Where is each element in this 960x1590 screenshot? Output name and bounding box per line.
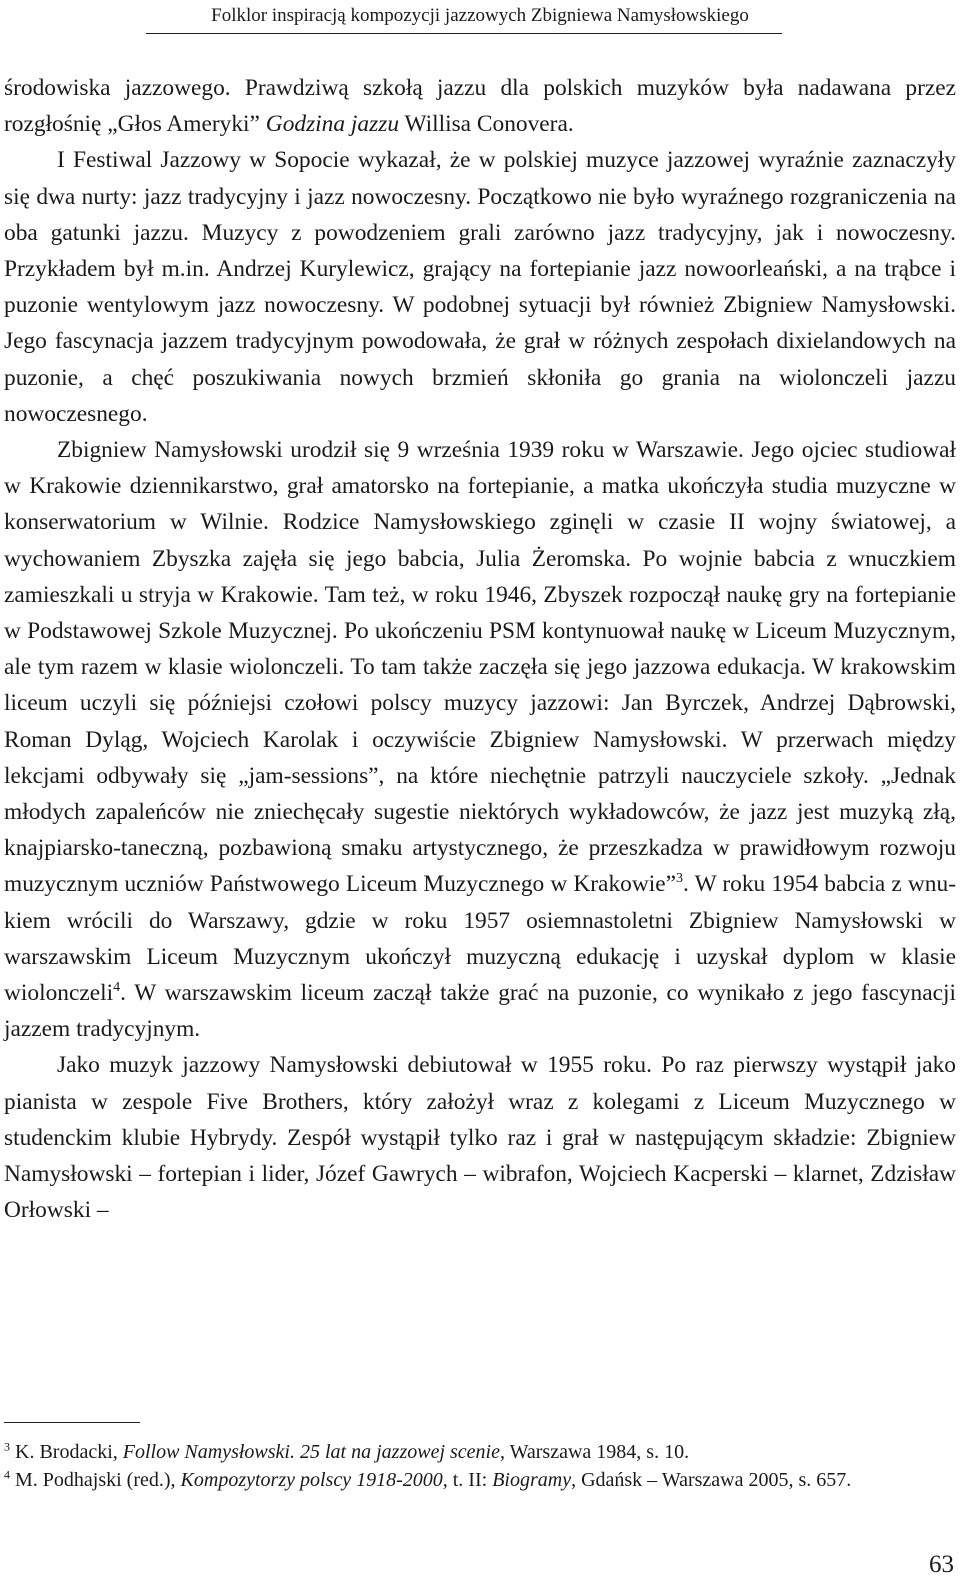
footnote-ref-3[interactable]: 3: [676, 870, 684, 887]
footnote-3-text-c: , Warszawa 1984, s. 10.: [499, 1441, 690, 1463]
footnote-4-subtitle-italic: Biogramy: [492, 1469, 572, 1491]
footnote-4-text-a: M. Podhajski (red.),: [10, 1469, 181, 1491]
paragraph-4: Jako muzyk jazzowy Namysłowski debiutował w 1955 roku. Po raz pierwszy wystąpił jako pianista w zespole Five Brothers, który założył wraz z kolegami z Liceum Muzycznego w studenckim klubie Hybrydy. Zespół wystąpił tylko raz i grał w następującym składzie: Zbigniew Namysłowski – fortepian i lider, Józef Gawrych – wibrafon, Wojciech Kacperski – klarnet, Zdzisław Orłowski –: [4, 1052, 956, 1224]
paragraph-3-text-a: Zbigniew Namysłowski urodził się 9 września 1939 roku w Warszawie. Jego ojciec studiował w Krakowie dziennikarstwo, grał amatorsko na fortepianie, a matka ukończyła studia muzyczne w konserwatorium w Wilnie. Rodzice Namysłowskiego zginęli w czasie II wojny światowej, a wychowaniem Zbyszka zajęła się jego babcia, Julia Żeromska. Po wojnie babcia z wnuczkiem zamieszkali u stryja w Krakowie. Tam też, w roku 1946, Zbyszek rozpoczął naukę gry na fortepianie w Podstawowej Szkole Muzycznej. Po ukończeniu PSM kontynuował naukę w Liceum Muzycznym, ale tym razem w klasie wiolonczeli. To tam także zaczęła się jego jazzowa edukacja. W krakowskim liceum uczyli się późniejsi czołowi polscy muzycy jazzowi: Jan Byrczek, Andrzej Dąbrowski, Roman Dyląg, Wojciech Karolak i oczywiście Zbigniew Namysłowski. W przerwach między lekcjami odbywały się „jam-sessions”, na które niechętnie patrzyli nauczyciele szkoły. „Jednak młodych zapaleńców nie zniechęcały sugestie niektórych wykładowców, że jazz jest muzyką złą, knajpiarsko-taneczną, pozbawioną smaku artystycznego, że przeszkadza w prawidłowym rozwoju muzycznym uczniów Państwowego Liceum Muzycznego w Krakowie”: [4, 437, 956, 898]
footnote-3-title-italic: Follow Namysłowski. 25 lat na jazzowej scenie: [122, 1441, 500, 1463]
running-head: Folklor inspiracją kompozycji jazzowych Zbigniewa Namysłowskiego: [211, 5, 749, 26]
footnote-3: [4, 1438, 956, 1466]
paragraph-3: [4, 432, 956, 1047]
paragraph-3-text-c: . W warszawskim liceum zaczął także grać na puzonie, co wynikało z jego fascynacji jazzem tradycyjnym.: [4, 980, 956, 1043]
footnote-4: [4, 1466, 956, 1494]
footnote-rule: [4, 1422, 140, 1423]
footnote-3-text-a: K. Brodacki,: [10, 1441, 123, 1463]
footnote-ref-4[interactable]: 4: [113, 979, 121, 996]
paragraph-1-text-c: Willisa Conovera.: [399, 111, 574, 138]
footnote-4-text-e: , Gdańsk – Warszawa 2005, s. 657.: [571, 1469, 852, 1491]
footnote-3-number: 3: [4, 1439, 10, 1454]
footnotes: [4, 1438, 956, 1494]
paragraph-3-text-b: . W roku 1954 babcia z wnukiem wrócili do Warszawy, gdzie w roku 1957 osiemnastoletni Zbigniew Namysłowski w warszawskim Liceum Muzycznym ukończył muzyczną edukację i uzyskał dyplom w klasie wiolonczeli: [4, 871, 956, 1007]
paragraph-1-title-italic: Godzina jazzu: [265, 111, 400, 138]
main-text: [4, 70, 956, 1229]
paragraph-1: [4, 70, 956, 142]
paragraph-2: I Festiwal Jazzowy w Sopocie wykazał, że w polskiej muzyce jazzowej wyraźnie zaznaczyły się dwa nurty: jazz tradycyjny i jazz nowoczesny. Początkowo nie było wyraźnego rozgraniczenia na oba gatunki jazzu. Muzycy z powodzeniem grali zarówno jazz tradycyjny, jak i nowoczesny. Przykładem był m.in. Andrzej Kurylewicz, grający na fortepianie jazz nowoorleański, a na trąbce i puzonie wentylowym jazz nowoczesny. W podobnej sytuacji był również Zbigniew Namysłowski. Jego fascynacja jazzem tradycyjnym powodowała, że grał w różnych zespołach dixielandowych na puzonie, a chęć poszukiwania nowych brzmień skłoniła go grania na wiolonczeli jazzu nowoczesnego.: [4, 147, 956, 427]
page-number: 63: [929, 1551, 954, 1578]
paragraph-1-text-a: środowiska jazzowego. Prawdziwą szkołą jazzu dla polskich muzyków była nadawana przez rozgłośnię „Głos Ameryki”: [4, 75, 956, 138]
footnote-4-text-c: , t. II:: [442, 1469, 493, 1491]
header-rule: [146, 33, 782, 34]
footnote-4-title-italic: Kompozytorzy polscy 1918-2000: [180, 1469, 443, 1491]
footnote-4-number: 4: [4, 1467, 10, 1482]
